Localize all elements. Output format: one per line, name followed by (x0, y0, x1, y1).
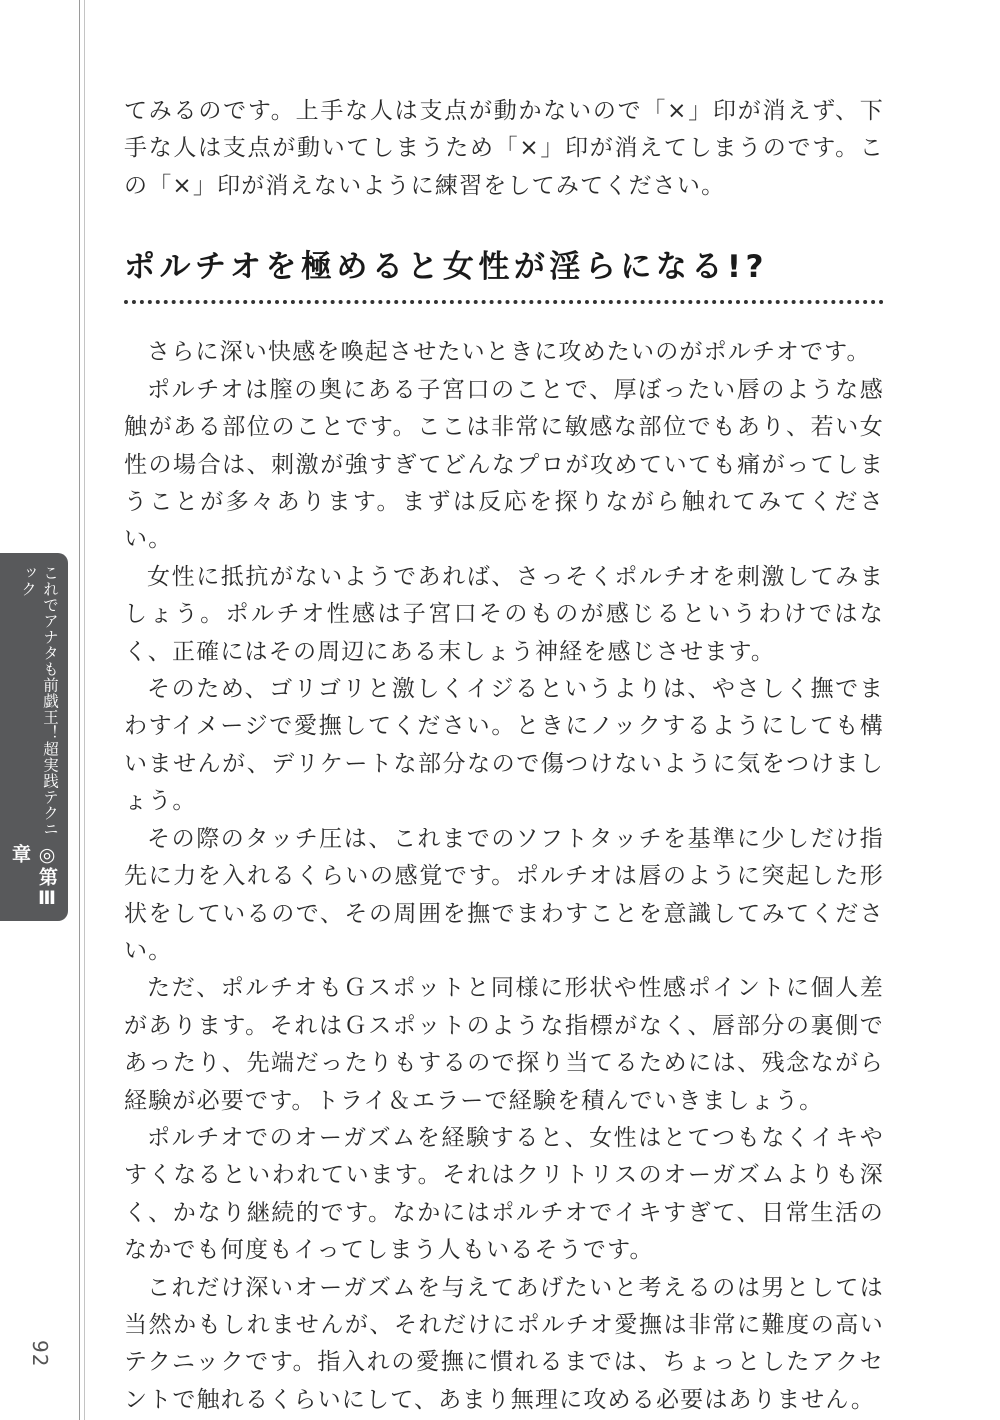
intro-paragraph: てみるのです。上手な人は支点が動かないので「×」印が消えず、下手な人は支点が動いてしまうため「×」印が消えてしまうのです。この「×」印が消えないように練習をしてみてください。 (124, 98, 884, 199)
chapter-tab (0, 553, 68, 921)
paragraph: ポルチオでのオーガズムを経験すると、女性はとてつもなくイキやすくなるといわれています。それはクリトリスのオーガズムよりも深く、かなり継続的です。なかにはポルチオでイキすぎて、日常生活のなかでも何度もイってしまう人もいるそうです。 (124, 1124, 884, 1264)
chapter-number: ◎第Ⅲ章 (9, 843, 58, 910)
paragraph: 女性に抵抗がないようであれば、さっそくポルチオを刺激してみましょう。ポルチオ性感は子宮口そのものが感じるというわけではなく、正確にはその周辺にある末しょう神経を感じさせます。 (124, 563, 884, 665)
chapter-tab-text (7, 565, 61, 921)
margin-rule (79, 0, 80, 1420)
paragraph: ポルチオは膣の奥にある子宮口のことで、厚ぼったい唇のような感触がある部位のことです。ここは非常に敏感な部位でもあり、若い女性の場合は、刺激が強すぎてどんなプロが攻めていても痛がってしまうことが多々あります。まずは反応を探りながら触れてみてください。 (124, 376, 884, 553)
paragraph: これだけ深いオーガズムを与えてあげたいと考えるのは男としては当然かもしれませんが、それだけにポルチオ愛撫は非常に難度の高いテクニックです。指入れの愛撫に慣れるまでは、ちょっとしたアクセントで触れるくらいにして、あまり無理に攻める必要はありません。 (124, 1274, 884, 1413)
paragraph: さらに深い快感を喚起させたいときに攻めたいのがポルチオです。 (147, 339, 871, 366)
page-number: 92 (28, 1340, 52, 1368)
paragraph: そのため、ゴリゴリと激しくイジるというよりは、やさしく撫でまわすイメージで愛撫してください。ときにノックするようにしても構いませんが、デリケートな部分なので傷つけないように気をつけましょう。 (124, 676, 884, 815)
body-text (124, 334, 884, 1419)
section-heading: ポルチオを極めると女性が淫らになる!? (124, 249, 884, 304)
chapter-subtitle: これでアナタも前戯王！超実践テクニック (19, 565, 59, 837)
main-content (124, 93, 884, 1419)
margin-rule-inner (84, 0, 85, 1420)
intro-block (124, 93, 884, 205)
paragraph: その際のタッチ圧は、これまでのソフトタッチを基準に少しだけ指先に力を入れるくらいの感覚です。ポルチオは唇のように突起した形状をしているので、その周囲を撫でまわすことを意識してみてください。 (124, 825, 884, 964)
paragraph: ただ、ポルチオもＧスポットと同様に形状や性感ポイントに個人差があります。それはＧスポットのような指標がなく、唇部分の裏側であったり、先端だったりもするので探り当てるためには、残念ながら経験が必要です。トライ＆エラーで経験を積んでいきましょう。 (124, 975, 884, 1114)
